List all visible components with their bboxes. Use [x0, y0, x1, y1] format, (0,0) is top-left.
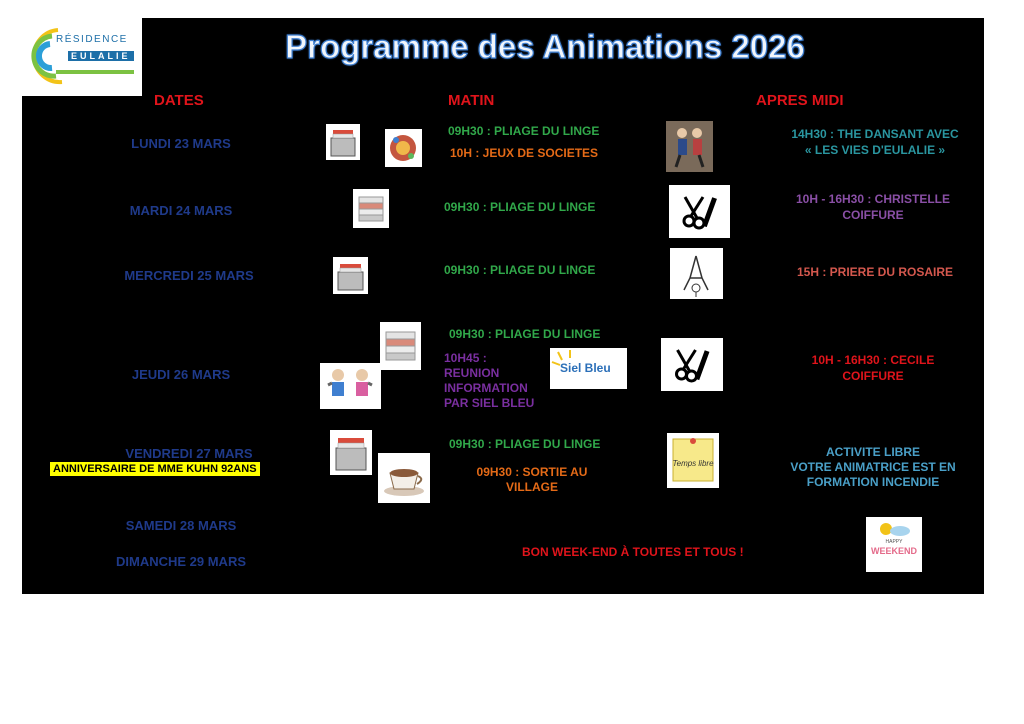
mardi-apres-1: 10H - 16H30 : CHRISTELLE: [795, 192, 951, 206]
exercise-seniors-icon: [320, 363, 381, 409]
residence-logo: [22, 18, 142, 96]
jeudi-matin-5: PAR SIEL BLEU: [444, 396, 535, 410]
date-vendredi: VENDREDI 27 MARS: [125, 446, 253, 461]
date-mercredi: MERCREDI 25 MARS: [124, 268, 254, 283]
page-title: Programme des Animations 2026: [285, 28, 805, 65]
lundi-apres-2: « LES VIES D'EULALIE »: [804, 143, 946, 157]
weekend-card-main: WEEKEND: [870, 546, 917, 556]
date-jeudi: JEUDI 26 MARS: [131, 367, 231, 382]
scissors-comb-icon: [661, 338, 723, 391]
date-lundi: LUNDI 23 MARS: [131, 136, 231, 151]
praying-hands-icon: [670, 248, 723, 299]
date-samedi: SAMEDI 28 MARS: [125, 518, 237, 533]
lundi-matin-1: 09H30 : PLIAGE DU LINGE: [448, 124, 600, 138]
siel-bleu-text: Siel Bleu: [560, 361, 611, 375]
column-header-apres-midi: APRES MIDI: [756, 92, 844, 109]
weekend-card-top: HAPPY: [885, 539, 903, 545]
logo-text-residence: RÉSIDENCE: [56, 34, 128, 45]
vendredi-matin-2: 09H30 : SORTIE AU: [476, 465, 588, 479]
laundry-icon: [330, 430, 372, 475]
logo-stripe: [56, 70, 134, 74]
column-header-dates: DATES: [154, 92, 204, 109]
jeudi-apres-1: 10H - 16H30 : CECILE: [811, 353, 935, 367]
jeudi-matin-2: 10H45 :: [444, 351, 487, 365]
column-header-matin: MATIN: [448, 92, 495, 109]
folded-linen-icon: [380, 322, 421, 370]
jeudi-apres-2: COIFFURE: [842, 369, 904, 383]
temps-libre-note: [667, 433, 719, 488]
temps-libre-text: Temps libre: [672, 459, 714, 468]
date-dimanche: DIMANCHE 29 MARS: [115, 554, 246, 569]
vendredi-apres-2: VOTRE ANIMATRICE EST EN: [790, 460, 956, 474]
jeudi-matin-1: 09H30 : PLIAGE DU LINGE: [449, 327, 601, 341]
jeudi-matin-4: INFORMATION: [444, 381, 528, 395]
jeudi-matin-3: REUNION: [444, 366, 500, 380]
coffee-cup-icon: [378, 453, 430, 503]
logo-text-eulalie: EULALIE: [68, 51, 134, 61]
weekend-message: BON WEEK-END À TOUTES ET TOUS !: [522, 545, 744, 559]
dancing-couple-icon: [666, 121, 713, 172]
mercredi-apres-1: 15H : PRIERE DU ROSAIRE: [796, 265, 954, 279]
vendredi-matin-1: 09H30 : PLIAGE DU LINGE: [449, 437, 601, 451]
mercredi-matin-1: 09H30 : PLIAGE DU LINGE: [444, 263, 596, 277]
siel-bleu-logo: [550, 348, 627, 389]
happy-weekend-card: [866, 517, 922, 572]
laundry-icon: [333, 257, 368, 294]
vendredi-apres-1: ACTIVITE LIBRE: [825, 445, 920, 459]
mardi-matin-1: 09H30 : PLIAGE DU LINGE: [444, 200, 596, 214]
scissors-comb-icon: [669, 185, 730, 238]
lundi-matin-2: 10H : JEUX DE SOCIETES: [450, 146, 599, 160]
vendredi-apres-3: FORMATION INCENDIE: [806, 475, 940, 489]
laundry-icon: [326, 124, 360, 160]
folded-linen-icon: [353, 189, 389, 228]
birthday-banner: ANNIVERSAIRE DE MME KUHN 92ANS: [50, 462, 260, 476]
lundi-apres-1: 14H30 : THE DANSANT AVEC: [791, 127, 959, 141]
vendredi-matin-3: VILLAGE: [505, 480, 558, 494]
board-games-icon: [385, 129, 422, 167]
date-mardi: MARDI 24 MARS: [129, 203, 233, 218]
mardi-apres-2: COIFFURE: [842, 208, 904, 222]
